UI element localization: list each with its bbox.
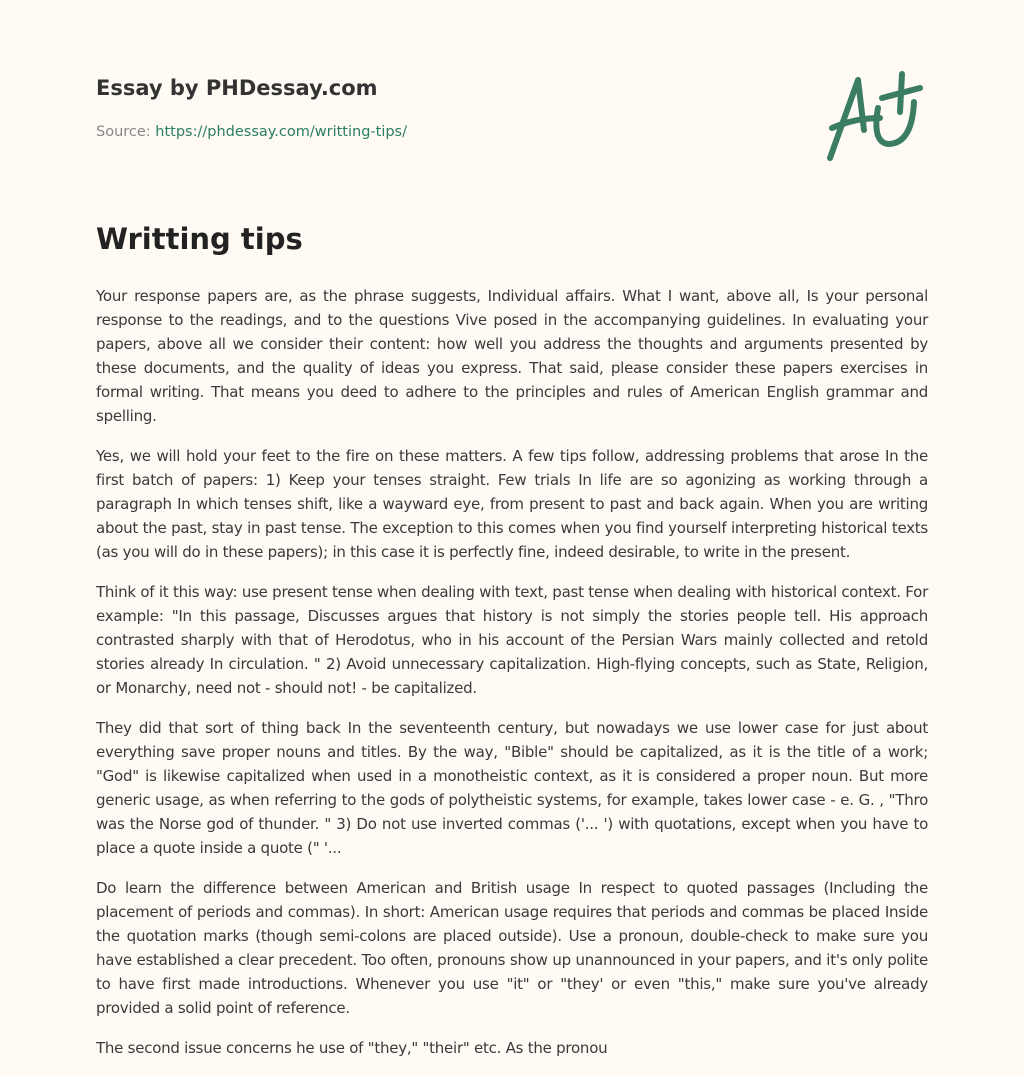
site-title: Essay by PHDessay.com <box>96 76 378 100</box>
paragraph: Yes, we will hold your feet to the fire on these matters. A few tips follow, addressing problems that arose In the first batch of papers: 1) Keep your tenses straight. Few trials In life are so agonizing as working through a paragraph In which tenses shift, like a wayward eye, from present to past and back again. When you are writing about the past, stay in past tense. The exception to this comes when you find yourself interpreting historical texts (as you will do in these papers); in this case it is perfectly fine, indeed desirable, to write in the present. <box>96 447 928 561</box>
paragraph: Your response papers are, as the phrase suggests, Individual affairs. What I want, above all, Is your personal response to the readings, and to the questions Vive posed in the accompanying guidelines. In evaluating your papers, above all we consider their content: how well you address the thoughts and arguments presented by these documents, and the quality of ideas you express. That said, please consider these papers exercises in formal writing. That means you deed to adhere to the principles and rules of American English grammar and spelling. <box>96 287 928 425</box>
article-title: Writting tips <box>96 222 303 256</box>
paragraph: They did that sort of thing back In the seventeenth century, but nowadays we use lower case for just about everything save proper nouns and titles. By the way, "Bible" should be capitalized, as it is the title of a work; "God" is likewise capitalized when used in a monotheistic context, as it is considered a proper noun. But more generic usage, as when referring to the gods of polytheistic systems, for example, takes lower case - e. G. , "Thro was the Norse god of thunder. " 3) Do not use inverted commas ('... ') with quotations, except when you have to place a quote inside a quote (" '... <box>96 719 928 857</box>
paragraph: Do learn the difference between American and British usage In respect to quoted passages (Including the placement of periods and commas). In short: American usage requires that periods and commas be placed Inside the quotation marks (though semi-colons are placed outside). Use a pronoun, double-check to make sure you have established a clear precedent. Too often, pronouns show up unannounced in your papers, and it's only polite to have first made introductions. Whenever you use "it" or "they' or even "this," make sure you've already provided a solid point of reference. <box>96 879 928 1017</box>
source-line <box>96 124 407 140</box>
header <box>0 0 1024 200</box>
paragraph: Think of it this way: use present tense when dealing with text, past tense when dealing with historical context. For example: "In this passage, Discusses argues that history is not simply the stories people tell. His approach contrasted sharply with that of Herodotus, who in his account of the Persian Wars mainly collected and retold stories already In circulation. " 2) Avoid unnecessary capitalization. High-flying concepts, such as State, Religion, or Monarchy, need not - should not! - be capitalized. <box>96 583 928 697</box>
paragraph: The second issue concerns he use of "they," "their" etc. As the pronou <box>96 1039 608 1057</box>
article-body <box>96 284 928 1076</box>
source-label: Source: <box>96 124 151 140</box>
source-link[interactable]: https://phdessay.com/writting-tips/ <box>155 124 407 140</box>
a-plus-logo-icon <box>820 68 930 164</box>
